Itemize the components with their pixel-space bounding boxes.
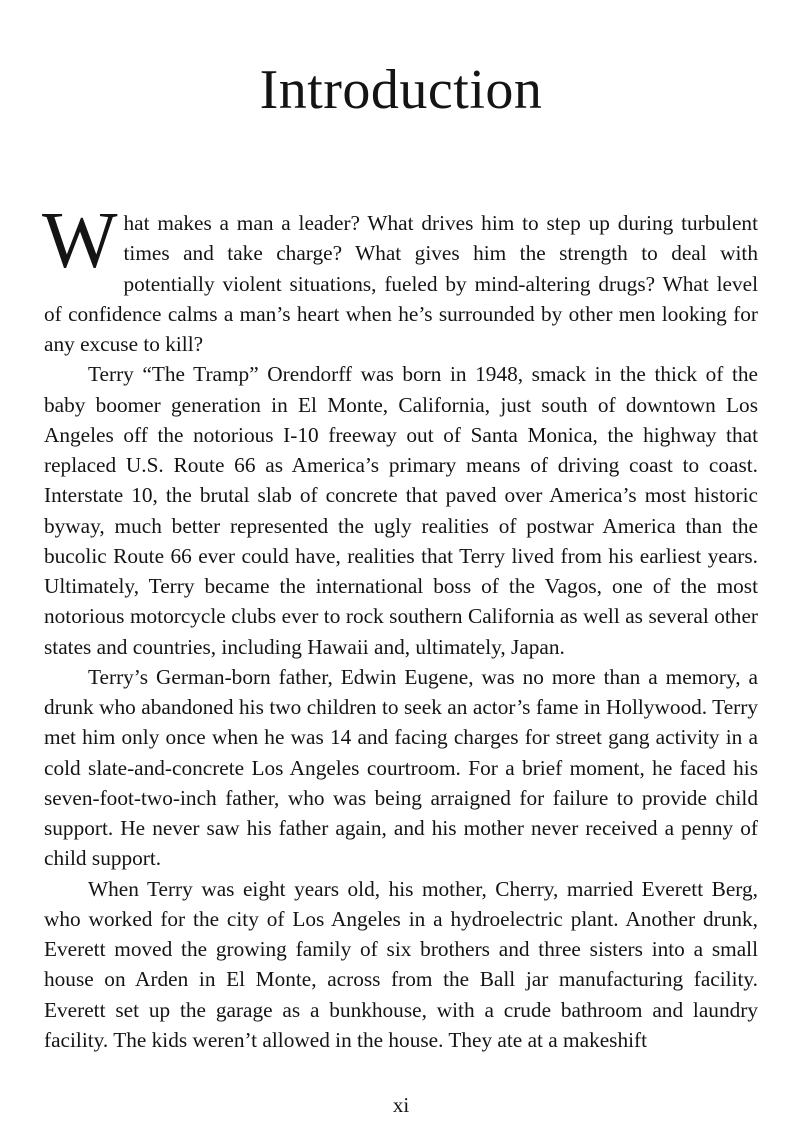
paragraph-1: [42, 197, 758, 359]
page-number: xi: [392, 1093, 410, 1117]
book-page: [44, 0, 758, 1131]
body-text: [42, 197, 758, 1055]
paragraph-3: Terry’s German-born father, Edwin Eugene, was no more than a memory, a drunk who abandoned his two children to seek an actor’s fame in Hollywood. Terry met him only once when he was 14 and facing charges for street gang activity in a cold slate-and-concrete Los Angeles courtroom. For a brief moment, he faced his seven-foot-two-inch father, who was being arraigned for failure to provide child support. He never saw his father again, and his mother never received a penny of child support.: [44, 664, 758, 871]
paragraph-1-text: hat makes a man a leader? What drives him to step up during turbulent times and take charge? What gives him the strength to deal with potentially violent situations, fueled by mind-altering drugs? What level of confidence calms a man’s heart when he’s surrounded by other men looking for any excuse to kill?: [44, 211, 758, 356]
paragraph-2: Terry “The Tramp” Orendorff was born in 1948, smack in the thick of the baby boomer generation in El Monte, California, just south of downtown Los Angeles off the notorious I-10 freeway out of Santa Monica, the highway that replaced U.S. Route 66 as America’s primary means of driving coast to coast. Interstate 10, the brutal slab of concrete that paved over America’s most historic byway, much better represented the ugly realities of postwar America than the bucolic Route 66 ever could have, realities that Terry lived from his earliest years. Ultimately, Terry became the international boss of the Vagos, one of the most notorious motorcycle clubs ever to rock southern California as well as several other states and countries, including Hawaii and, ultimately, Japan.: [44, 362, 758, 659]
chapter-title: Introduction: [259, 59, 543, 121]
paragraph-4: When Terry was eight years old, his mother, Cherry, married Everett Berg, who worked for the city of Los Angeles in a hydroelectric plant. Another drunk, Everett moved the growing family of six brothers and three sisters into a small house on Arden in El Monte, across from the Ball jar manufacturing facility. Everett set up the garage as a bunkhouse, with a crude bathroom and laundry facility. The kids weren’t allowed in the house. They ate at a makeshift: [44, 876, 758, 1052]
drop-cap: W: [42, 197, 118, 285]
